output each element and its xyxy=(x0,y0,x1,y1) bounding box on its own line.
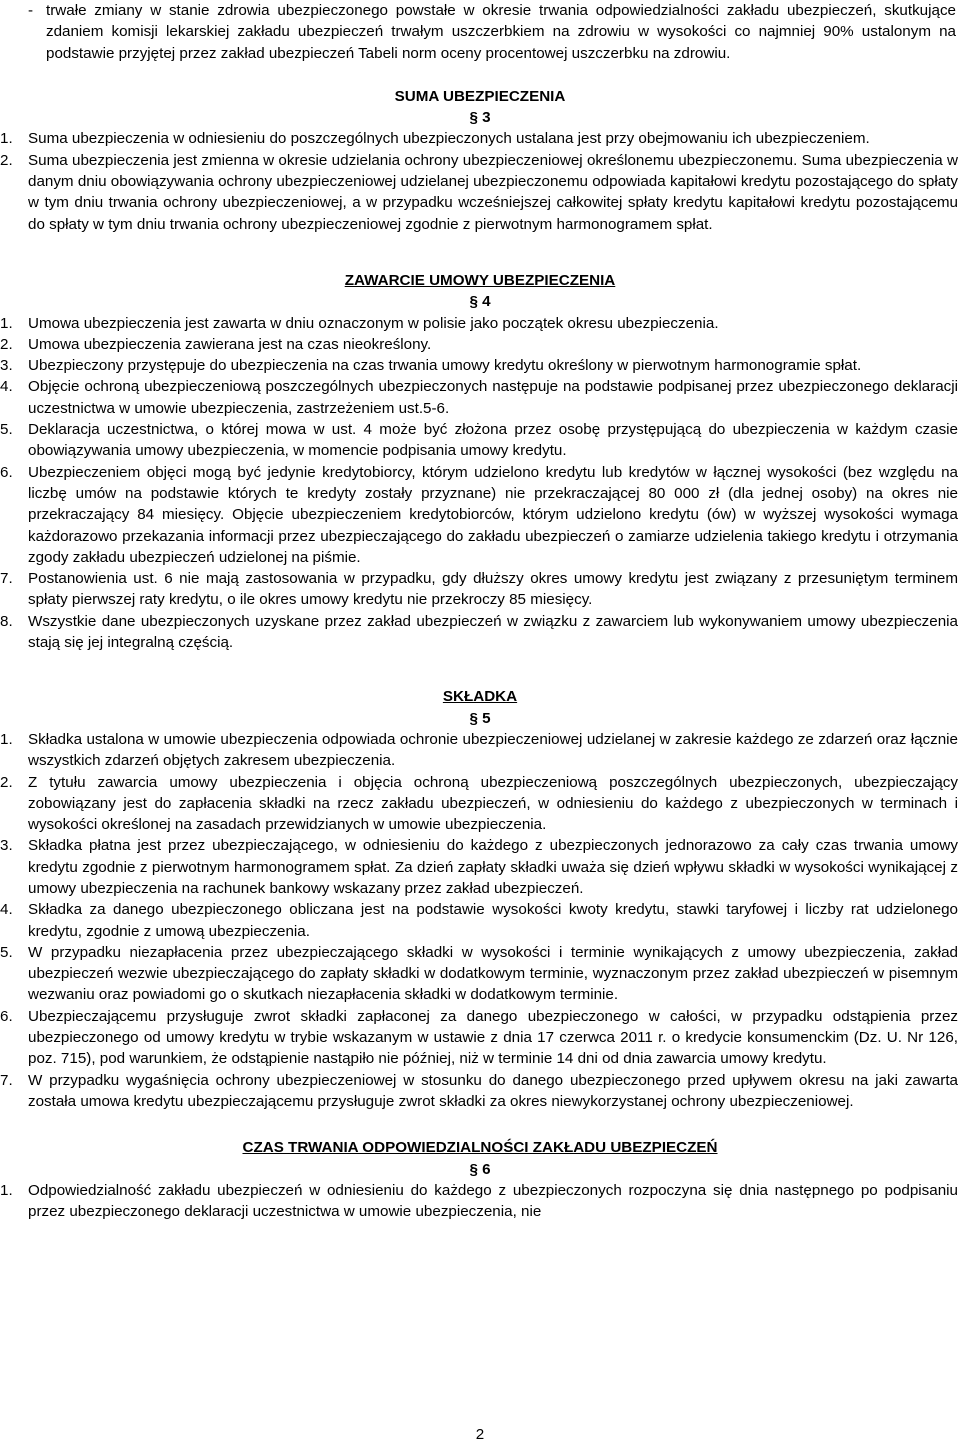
list-item xyxy=(0,942,960,1006)
item-text: Suma ubezpieczenia jest zmienna w okresie udzielania ochrony ubezpieczeniowej określonemu ubezpieczonemu. Suma ubezpieczenia w danym dniu obowiązywania ochrony ubezpieczeniowej udzielanej ubezpieczonemu odpowiada kapitałowi kredytu pozostającego do spłaty w tym dniu trwania ochrony ubezpieczeniowej, a w przypadku wcześniejszej całkowitej spłaty kredytu kapitałowi kredytu pozostającemu do spłaty w tym dniu trwania ochrony ubezpieczeniowej zgodnie z pierwotnym harmonogramem spłat. xyxy=(28,151,958,233)
item-text: Deklaracja uczestnictwa, o której mowa w ust. 4 może być złożona przez osobę przystępującą do ubezpieczenia w każdym czasie obowiązywania umowy ubezpieczenia, w momencie podpisania umowy kredytu. xyxy=(28,421,958,460)
item-number: 6. xyxy=(0,1007,13,1025)
item-number: 3. xyxy=(0,357,13,375)
item-text: Z tytułu zawarcia umowy ubezpieczenia i objęcia ochroną ubezpieczeniową poszczególnych ubezpieczonych, ubezpieczający zobowiązany jest do zapłacenia składki na rzecz zakładu ubezpieczeń, w odniesieniu do każdego z ubezpieczonych w terminach i wysokości określonej na zasadach przewidzianych w umowie ubezpieczenia. xyxy=(28,773,958,834)
paragraph-number: § 6 xyxy=(469,1160,491,1178)
item-text: Ubezpieczony przystępuje do ubezpieczenia na czas trwania umowy kredytu określony w pierwotnym harmonogramie spłat. xyxy=(28,357,862,375)
dash-marker: - xyxy=(28,2,34,19)
list-item xyxy=(0,772,960,836)
list-item xyxy=(0,835,960,899)
item-number: 4. xyxy=(0,378,13,396)
item-text: Umowa ubezpieczenia jest zawarta w dniu oznaczonym w polisie jako początek okresu ubezpieczenia. xyxy=(28,314,719,332)
item-text: Ubezpieczającemu przysługuje zwrot składki zapłaconej za danego ubezpieczonego w całości, w przypadku odstąpienia przez ubezpieczonego od umowy kredytu w trybie wskazanym w ustawie z dnia 17 czerwca 2011 r. o kredycie konsumenckim (Dz. U. Nr 126, poz. 715), pod warunkiem, że odstąpienie nastąpiło nie później, niż w terminie 14 dni od dnia zawarcia umowy kredytu. xyxy=(28,1007,958,1068)
item-number: 3. xyxy=(0,837,13,855)
list-item xyxy=(0,1180,960,1223)
section-title: ZAWARCIE UMOWY UBEZPIECZENIA xyxy=(344,271,616,289)
item-number: 1. xyxy=(0,1181,13,1199)
section-title: SKŁADKA xyxy=(442,688,518,706)
paragraph-number: § 3 xyxy=(469,109,491,127)
list-item xyxy=(0,376,960,419)
item-number: 2. xyxy=(0,151,13,169)
section-title: CZAS TRWANIA ODPOWIEDZIALNOŚCI ZAKŁADU UBEZPIECZEŃ xyxy=(242,1139,718,1157)
item-number: 2. xyxy=(0,773,13,791)
item-text: Postanowienia ust. 6 nie mają zastosowania w przypadku, gdy dłuższy okres umowy kredytu jest związany z przesuniętym terminem spłaty pierwszej raty kredytu, o ile okres umowy kredytu nie przekroczy 85 miesięcy. xyxy=(28,570,958,609)
item-text: W przypadku niezapłacenia przez ubezpieczającego składki w wysokości i terminie wynikających z umowy ubezpieczenia, zakład ubezpieczeń wezwie ubezpieczającego do zapłaty składki w dodatkowym terminie, wyznaczonym przez zakład ubezpieczeń w pisemnym wezwaniu oraz powiadomi go o skutkach niezapłacenia składki w dodatkowym terminie. xyxy=(28,943,958,1004)
list-item xyxy=(0,1006,960,1070)
section-suma xyxy=(0,86,960,235)
item-text: Składka ustalona w umowie ubezpieczenia odpowiada ochronie ubezpieczeniowej udzielanej w zakresie każdego ze zdarzeń oraz łącznie wszystkich zdarzeń objętych zakresem ubezpieczenia. xyxy=(28,730,958,770)
list-item xyxy=(0,334,960,355)
list-item xyxy=(0,899,960,942)
item-number: 6. xyxy=(0,463,13,481)
section-czas-trwania xyxy=(0,1137,960,1222)
item-text: Odpowiedzialność zakładu ubezpieczeń w odniesieniu do każdego z ubezpieczonych rozpoczyna się dnia następnego po podpisaniu przez ubezpieczonego deklaracji uczestnictwa w umowie ubezpieczenia, nie xyxy=(28,1181,958,1221)
item-text: Wszystkie dane ubezpieczonych uzyskane przez zakład ubezpieczeń w związku z zawarciem lub wykonywaniem umowy ubezpieczenia stają się jej integralną częścią. xyxy=(28,612,958,652)
paragraph-number: § 4 xyxy=(469,293,491,311)
list-item xyxy=(0,313,960,334)
item-number: 5. xyxy=(0,421,13,439)
list-item xyxy=(0,729,960,772)
item-text: Suma ubezpieczenia w odniesieniu do poszczególnych ubezpieczonych ustalana jest przy obejmowaniu ich ubezpieczeniem. xyxy=(28,130,870,148)
item-number: 5. xyxy=(0,943,13,961)
item-number: 4. xyxy=(0,901,13,919)
page-number: 2 xyxy=(475,1426,485,1443)
item-text: Umowa ubezpieczenia zawierana jest na czas nieokreślony. xyxy=(28,335,432,353)
item-number: 2. xyxy=(0,335,13,353)
item-text: W przypadku wygaśnięcia ochrony ubezpieczeniowej w stosunku do danego ubezpieczonego przed upływem okresu na jaki zawarta została umowa kredytu ubezpieczającemu przysługuje zwrot składki za okres niewykorzystanej ochrony ubezpieczeniowej. xyxy=(28,1071,958,1110)
item-number: 1. xyxy=(0,730,13,748)
list-item xyxy=(0,568,960,611)
list-item xyxy=(0,128,960,149)
section-title: SUMA UBEZPIECZENIA xyxy=(394,87,566,105)
item-number: 1. xyxy=(0,130,13,148)
item-number: 7. xyxy=(0,1071,13,1089)
item-number: 7. xyxy=(0,570,13,588)
list-item xyxy=(0,1070,960,1113)
list-item xyxy=(0,462,960,568)
item-text: Objęcie ochroną ubezpieczeniową poszczególnych ubezpieczonych następuje na podstawie podpisanej przez ubezpieczonego deklaracji uczestnictwa w umowie ubezpieczenia, zastrzeżeniem ust.5-6. xyxy=(28,378,958,417)
intro-bullet xyxy=(30,0,960,64)
intro-text: trwałe zmiany w stanie zdrowia ubezpieczonego powstałe w okresie trwania odpowiedzialności zakładu ubezpieczeń, skutkujące zdaniem komisji lekarskiej zakładu ubezpieczeń trwałym uszczerbkiem na zdrowiu w wysokości co najmniej 90% ustalonym na podstawie przyjętej przez zakład ubezpieczeń Tabeli norm oceny procentowej uszczerbku na zdrowiu. xyxy=(46,2,956,62)
item-number: 8. xyxy=(0,612,13,630)
item-text: Składka płatna jest przez ubezpieczającego, w odniesieniu do każdego z ubezpieczonych jednorazowo za cały czas trwania umowy kredytu zgodnie z pierwotnym harmonogramem spłat. Za dzień zapłaty składki uważa się dzień wpływu składki w wysokości wynikającej z umowy ubezpieczenia na rachunek bankowy wskazany przez zakład ubezpieczeń. xyxy=(28,837,958,897)
list-item xyxy=(0,419,960,462)
list-item xyxy=(0,150,960,235)
section-zawarcie xyxy=(0,270,960,653)
list-item xyxy=(0,611,960,654)
item-text: Ubezpieczeniem objęci mogą być jedynie kredytobiorcy, którym udzielono kredytu lub kredytów w łącznej wysokości (bez względu na liczbę umów na podstawie których te kredyty zostały przyznane) nie przekraczającej 80 000 zł (dla jednej osoby) na okres nie przekraczający 84 miesięcy. Objęcie ubezpieczeniem kredytobiorców, którym udzielono kredytu (ów) w wyższej wysokości wymaga każdorazowo przekazania informacji przez ubezpieczającego do zakładu ubezpieczeń o zamiarze udzielenia takiego kredytu i otrzymania zgody zakładu ubezpieczeń udzielonej na piśmie. xyxy=(28,463,958,566)
section-skladka xyxy=(0,686,960,1112)
paragraph-number: § 5 xyxy=(469,709,491,727)
list-item xyxy=(0,355,960,376)
item-number: 1. xyxy=(0,314,13,332)
item-text: Składka za danego ubezpieczonego obliczana jest na podstawie wysokości kwoty kredytu, stawki taryfowej i liczby rat udzielonego kredytu, zgodnie z umową ubezpieczenia. xyxy=(28,901,958,940)
